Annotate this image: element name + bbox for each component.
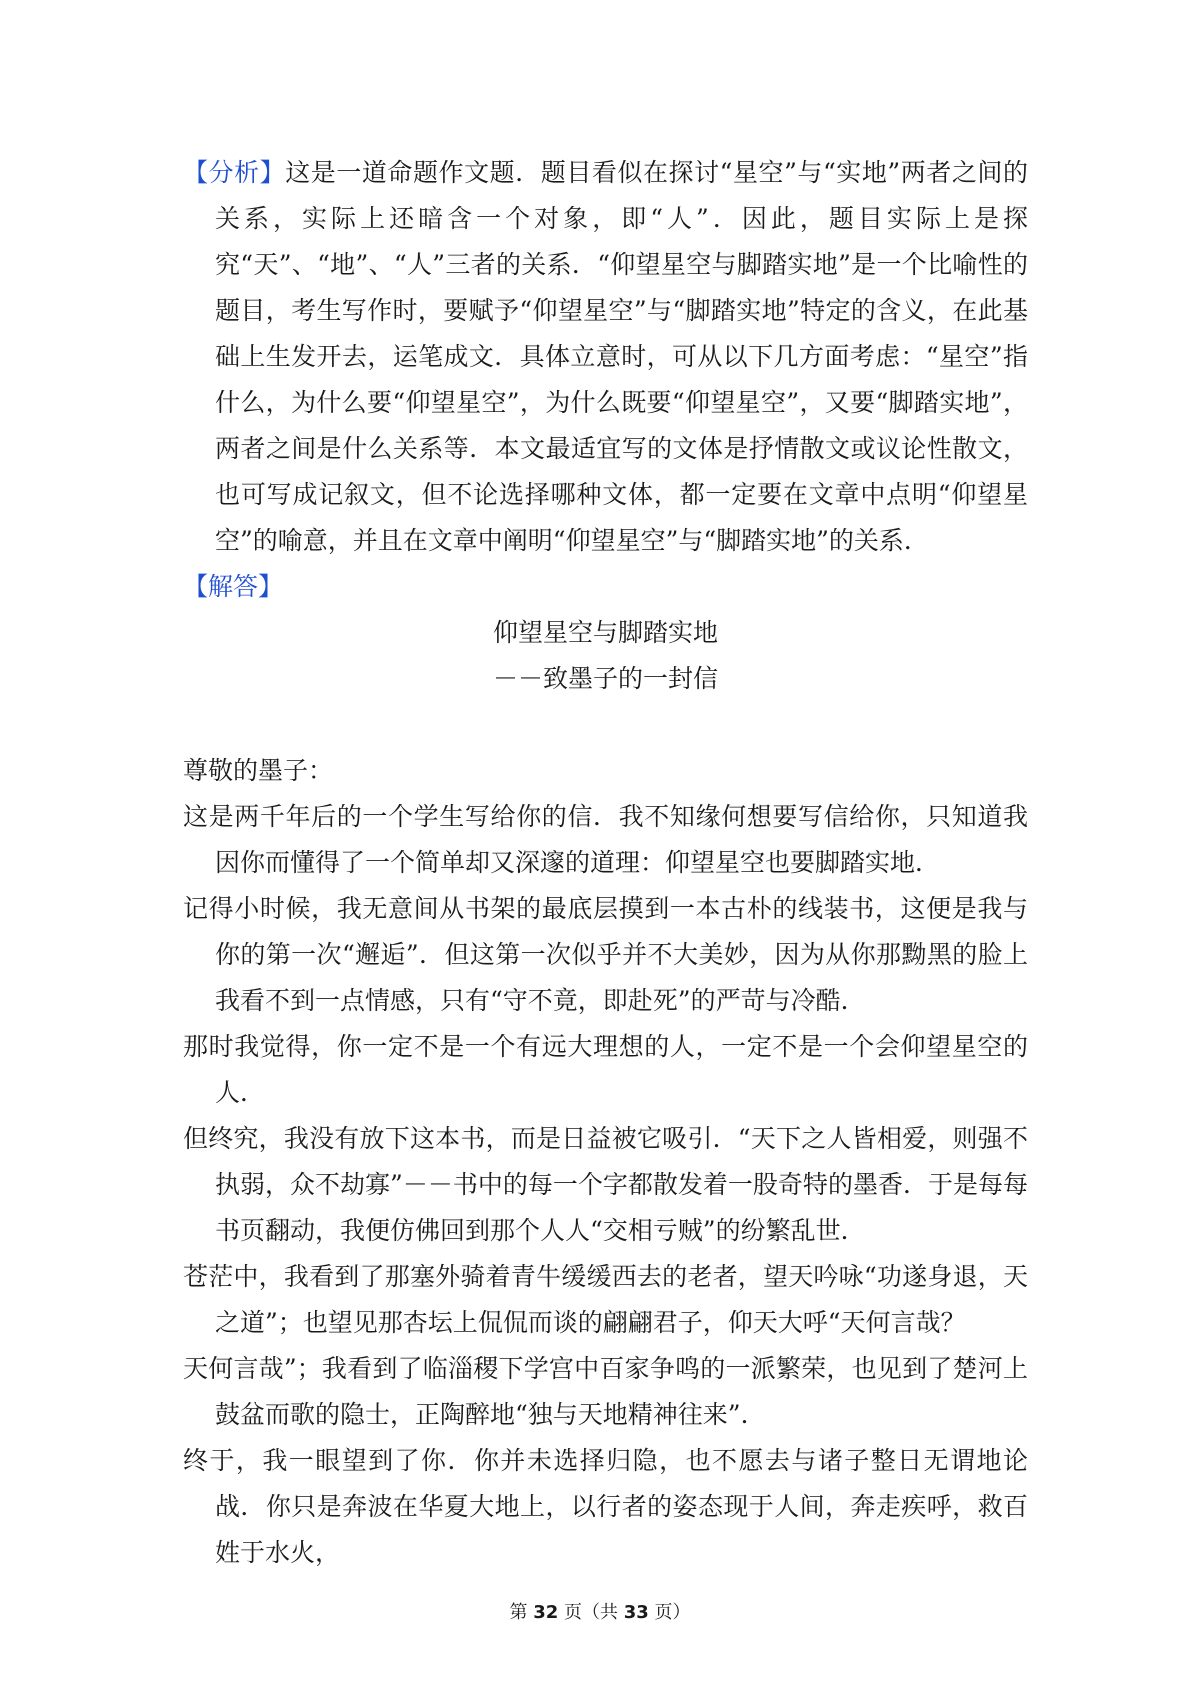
answer-tag: 【解答】 — [183, 572, 284, 601]
footer-page-number: 32 — [533, 1602, 559, 1623]
essay-subtitle: －－致墨子的一封信 — [492, 664, 718, 693]
essay-paragraph: 记得小时候，我无意间从书架的最底层摸到一本古朴的线装书，这便是我与你的第一次“邂逅”．但这第一次似乎并不大美妙，因为从你那黝黑的脸上我看不到一点情感，只有“守不竟，即赴死”的严苛与冷酷． — [183, 894, 1028, 1015]
footer-suffix: 页） — [654, 1602, 691, 1623]
footer-total-pages: 33 — [623, 1602, 649, 1623]
essay-paragraph: 那时我觉得，你一定不是一个有远大理想的人，一定不是一个会仰望星空的人． — [183, 1032, 1028, 1107]
analysis-text: 这是一道命题作文题．题目看似在探讨“星空”与“实地”两者之间的关系，实际上还暗含一个对象，即“人”．因此，题目实际上是探究“天”、“地”、“人”三者的关系．“仰望星空与脚踏实地”是一个比喻性的题目，考生写作时，要赋予“仰望星空”与“脚踏实地”特定的含义，在此基础上生发开去，运笔成文．具体立意时，可从以下几方面考虑：“星空”指什么，为什么要“仰望星空”，为什么既要“仰望星空”，又要“脚踏实地”，两者之间是什么关系等．本文最适宜写的文体是抒情散文或议论性散文，也可写成记叙文，但不论选择哪种文体，都一定要在文章中点明“仰望星空”的喻意，并且在文章中阐明“仰望星空”与“脚踏实地”的关系． — [215, 158, 1028, 555]
essay-paragraph: 天何言哉”；我看到了临淄稷下学宫中百家争鸣的一派繁荣，也见到了楚河上鼓盆而歌的隐士，正陶醉地“独与天地精神往来”． — [183, 1354, 1028, 1429]
page-content — [183, 150, 1028, 1576]
essay-paragraph: 苍茫中，我看到了那塞外骑着青牛缓缓西去的老者，望天吟咏“功遂身退，天之道”；也望见那杏坛上侃侃而谈的翩翩君子，仰天大呼“天何言哉？ — [183, 1262, 1028, 1337]
answer-label — [183, 564, 1028, 610]
essay-salutation: 尊敬的墨子： — [183, 756, 334, 785]
analysis-paragraph — [183, 150, 1028, 564]
essay-paragraph: 这是两千年后的一个学生写给你的信．我不知缘何想要写信给你，只知道我因你而懂得了一个简单却又深邃的道理：仰望星空也要脚踏实地． — [183, 802, 1028, 877]
blank-line — [183, 702, 1028, 748]
essay-paragraph: 但终究，我没有放下这本书，而是日益被它吸引．“天下之人皆相爱，则强不执弱，众不劫寡”－－书中的每一个字都散发着一股奇特的墨香．于是每每书页翻动，我便仿佛回到那个人人“交相亏贼”的纷繁乱世． — [183, 1124, 1028, 1245]
footer-middle: 页（共 — [564, 1602, 618, 1623]
essay-title: 仰望星空与脚踏实地 — [492, 618, 718, 647]
essay-paragraph: 终于，我一眼望到了你．你并未选择归隐，也不愿去与诸子整日无谓地论战．你只是奔波在华夏大地上，以行者的姿态现于人间，奔走疾呼，救百姓于水火， — [183, 1446, 1028, 1567]
analysis-tag: 【分析】 — [183, 158, 286, 187]
footer-prefix: 第 — [509, 1602, 528, 1623]
page-footer — [0, 1598, 1200, 1624]
